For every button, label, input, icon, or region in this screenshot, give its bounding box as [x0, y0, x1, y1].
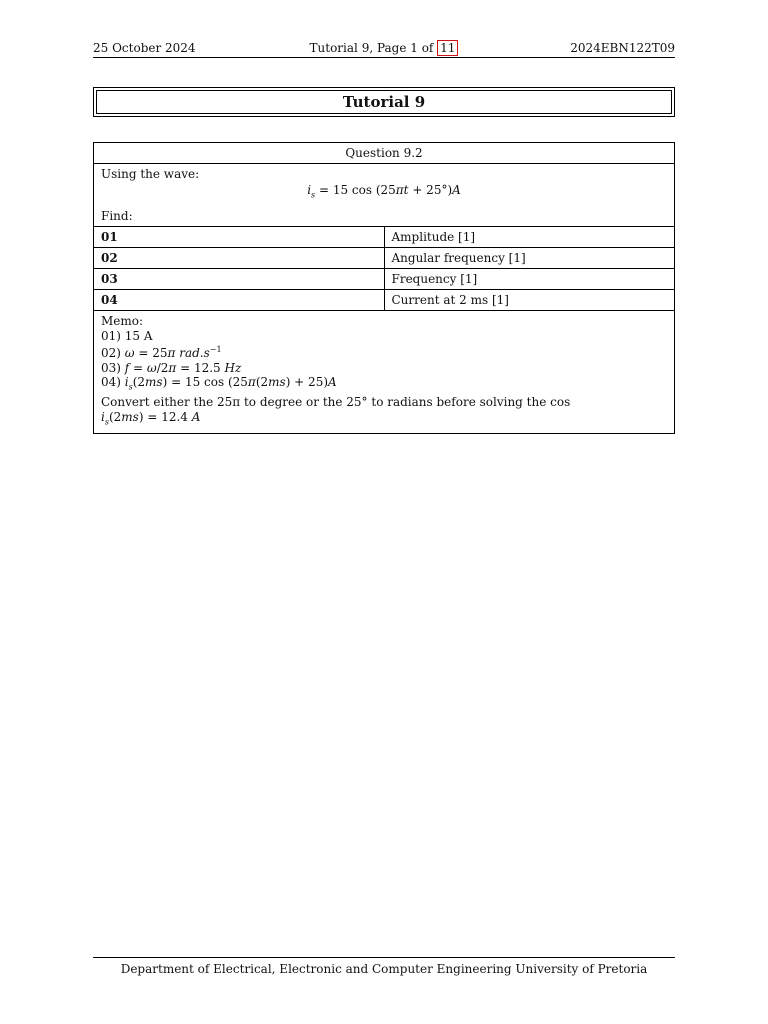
- item-number: 04: [94, 290, 385, 311]
- item-text: Angular frequency [1]: [384, 248, 675, 269]
- question-heading: Question 9.2: [94, 143, 675, 164]
- memo-line-6: $i_s(2ms) = 12.4$ A: [101, 409, 201, 427]
- memo-line-1: 01) 15 A: [101, 328, 153, 343]
- item-number: 03: [94, 269, 385, 290]
- question-row: [94, 269, 675, 290]
- item-text: Amplitude [1]: [384, 227, 675, 248]
- memo-section: [94, 311, 675, 433]
- memo-line-5: Convert either the 25π to degree or the 25° to radians before solving the cos: [101, 395, 571, 410]
- memo-label: Memo:: [101, 314, 144, 329]
- header-code: 2024EBN122T09: [570, 41, 675, 55]
- header-date: 25 October 2024: [93, 41, 196, 55]
- wave-equation: $i_s = 15$ cos (25πt + 25°)A: [307, 183, 461, 200]
- page-total-link[interactable]: 11: [437, 40, 458, 56]
- page-header: [93, 41, 675, 58]
- memo-line-2: 02) ω = 25π $rad.s^{-1}$: [101, 345, 222, 361]
- question-row: [94, 227, 675, 248]
- item-text: Frequency [1]: [384, 269, 675, 290]
- memo-line-4: 04) $i_s(2ms) = 15$ cos (25π(2ms) + 25)A: [101, 375, 337, 392]
- question-body: [94, 164, 675, 227]
- item-number: 01: [94, 227, 385, 248]
- memo-line-3: 03) f = ω/2π = 12.5 Hz: [101, 360, 242, 375]
- title-box: [93, 87, 675, 117]
- item-number: 02: [94, 248, 385, 269]
- question-intro: Using the wave:: [101, 167, 200, 181]
- page-title: Tutorial 9: [96, 90, 672, 114]
- question-row: [94, 290, 675, 311]
- question-find: Find:: [101, 209, 133, 224]
- header-page-prefix: Tutorial 9, Page 1 of: [309, 41, 438, 55]
- item-text: Current at 2 ms [1]: [384, 290, 675, 311]
- page-footer: Department of Electrical, Electronic and Computer Engineering University of Pretoria: [93, 957, 675, 976]
- question-row: [94, 248, 675, 269]
- question-table: [93, 142, 675, 434]
